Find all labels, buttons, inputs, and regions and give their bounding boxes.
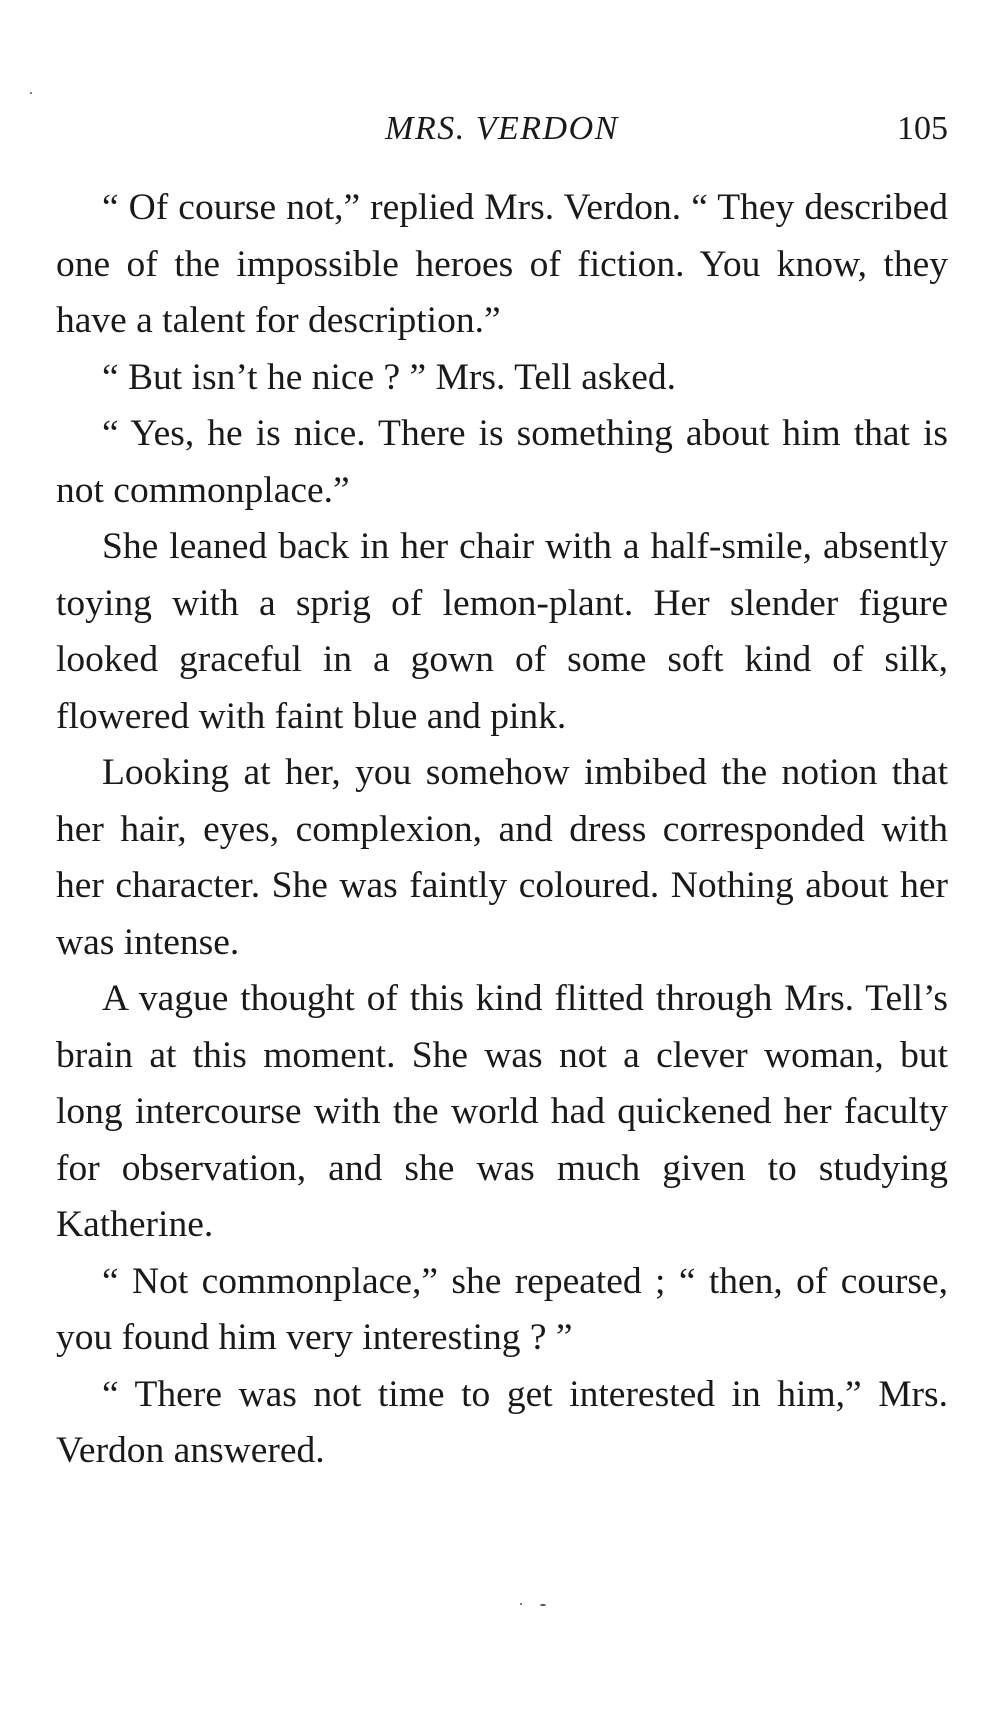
paragraph: “ There was not time to get interested in him,” Mrs. Verdon answered. [56,1373,948,1471]
print-speck [30,92,32,94]
print-speck [520,1603,522,1605]
page-number: 105 [897,110,948,147]
print-speck [540,1604,546,1606]
paragraph: A vague thought of this kind flitted through Mrs. Tell’s brain at this moment. She was not a clever woman, but long intercourse with the world had quickened her faculty for observation, and she was much given to studying Katherine. [56,978,948,1245]
running-head [56,104,948,154]
body-text [56,180,948,1480]
paragraph: She leaned back in her chair with a half-smile, absently toying with a sprig of lemon-plant. Her slender figure looked graceful in a gown of some soft kind of silk, flowered with faint blue and pink. [56,526,948,737]
paragraph: “ Of course not,” replied Mrs. Verdon. “ They described one of the impossible heroes of fiction. You know, they have a talent for description.” [56,187,948,341]
paragraph: “ But isn’t he nice ? ” Mrs. Tell asked. [102,356,676,398]
paragraph: “ Yes, he is nice. There is something about him that is not commonplace.” [56,413,948,511]
paragraph: “ Not commonplace,” she repeated ; “ then, of course, you found him very interesting ? ” [56,1260,948,1358]
running-title: MRS. VERDON [385,110,619,147]
paragraph: Looking at her, you somehow imbibed the notion that her hair, eyes, complexion, and dress corresponded with her character. She was faintly coloured. Nothing about her was intense. [56,752,948,963]
